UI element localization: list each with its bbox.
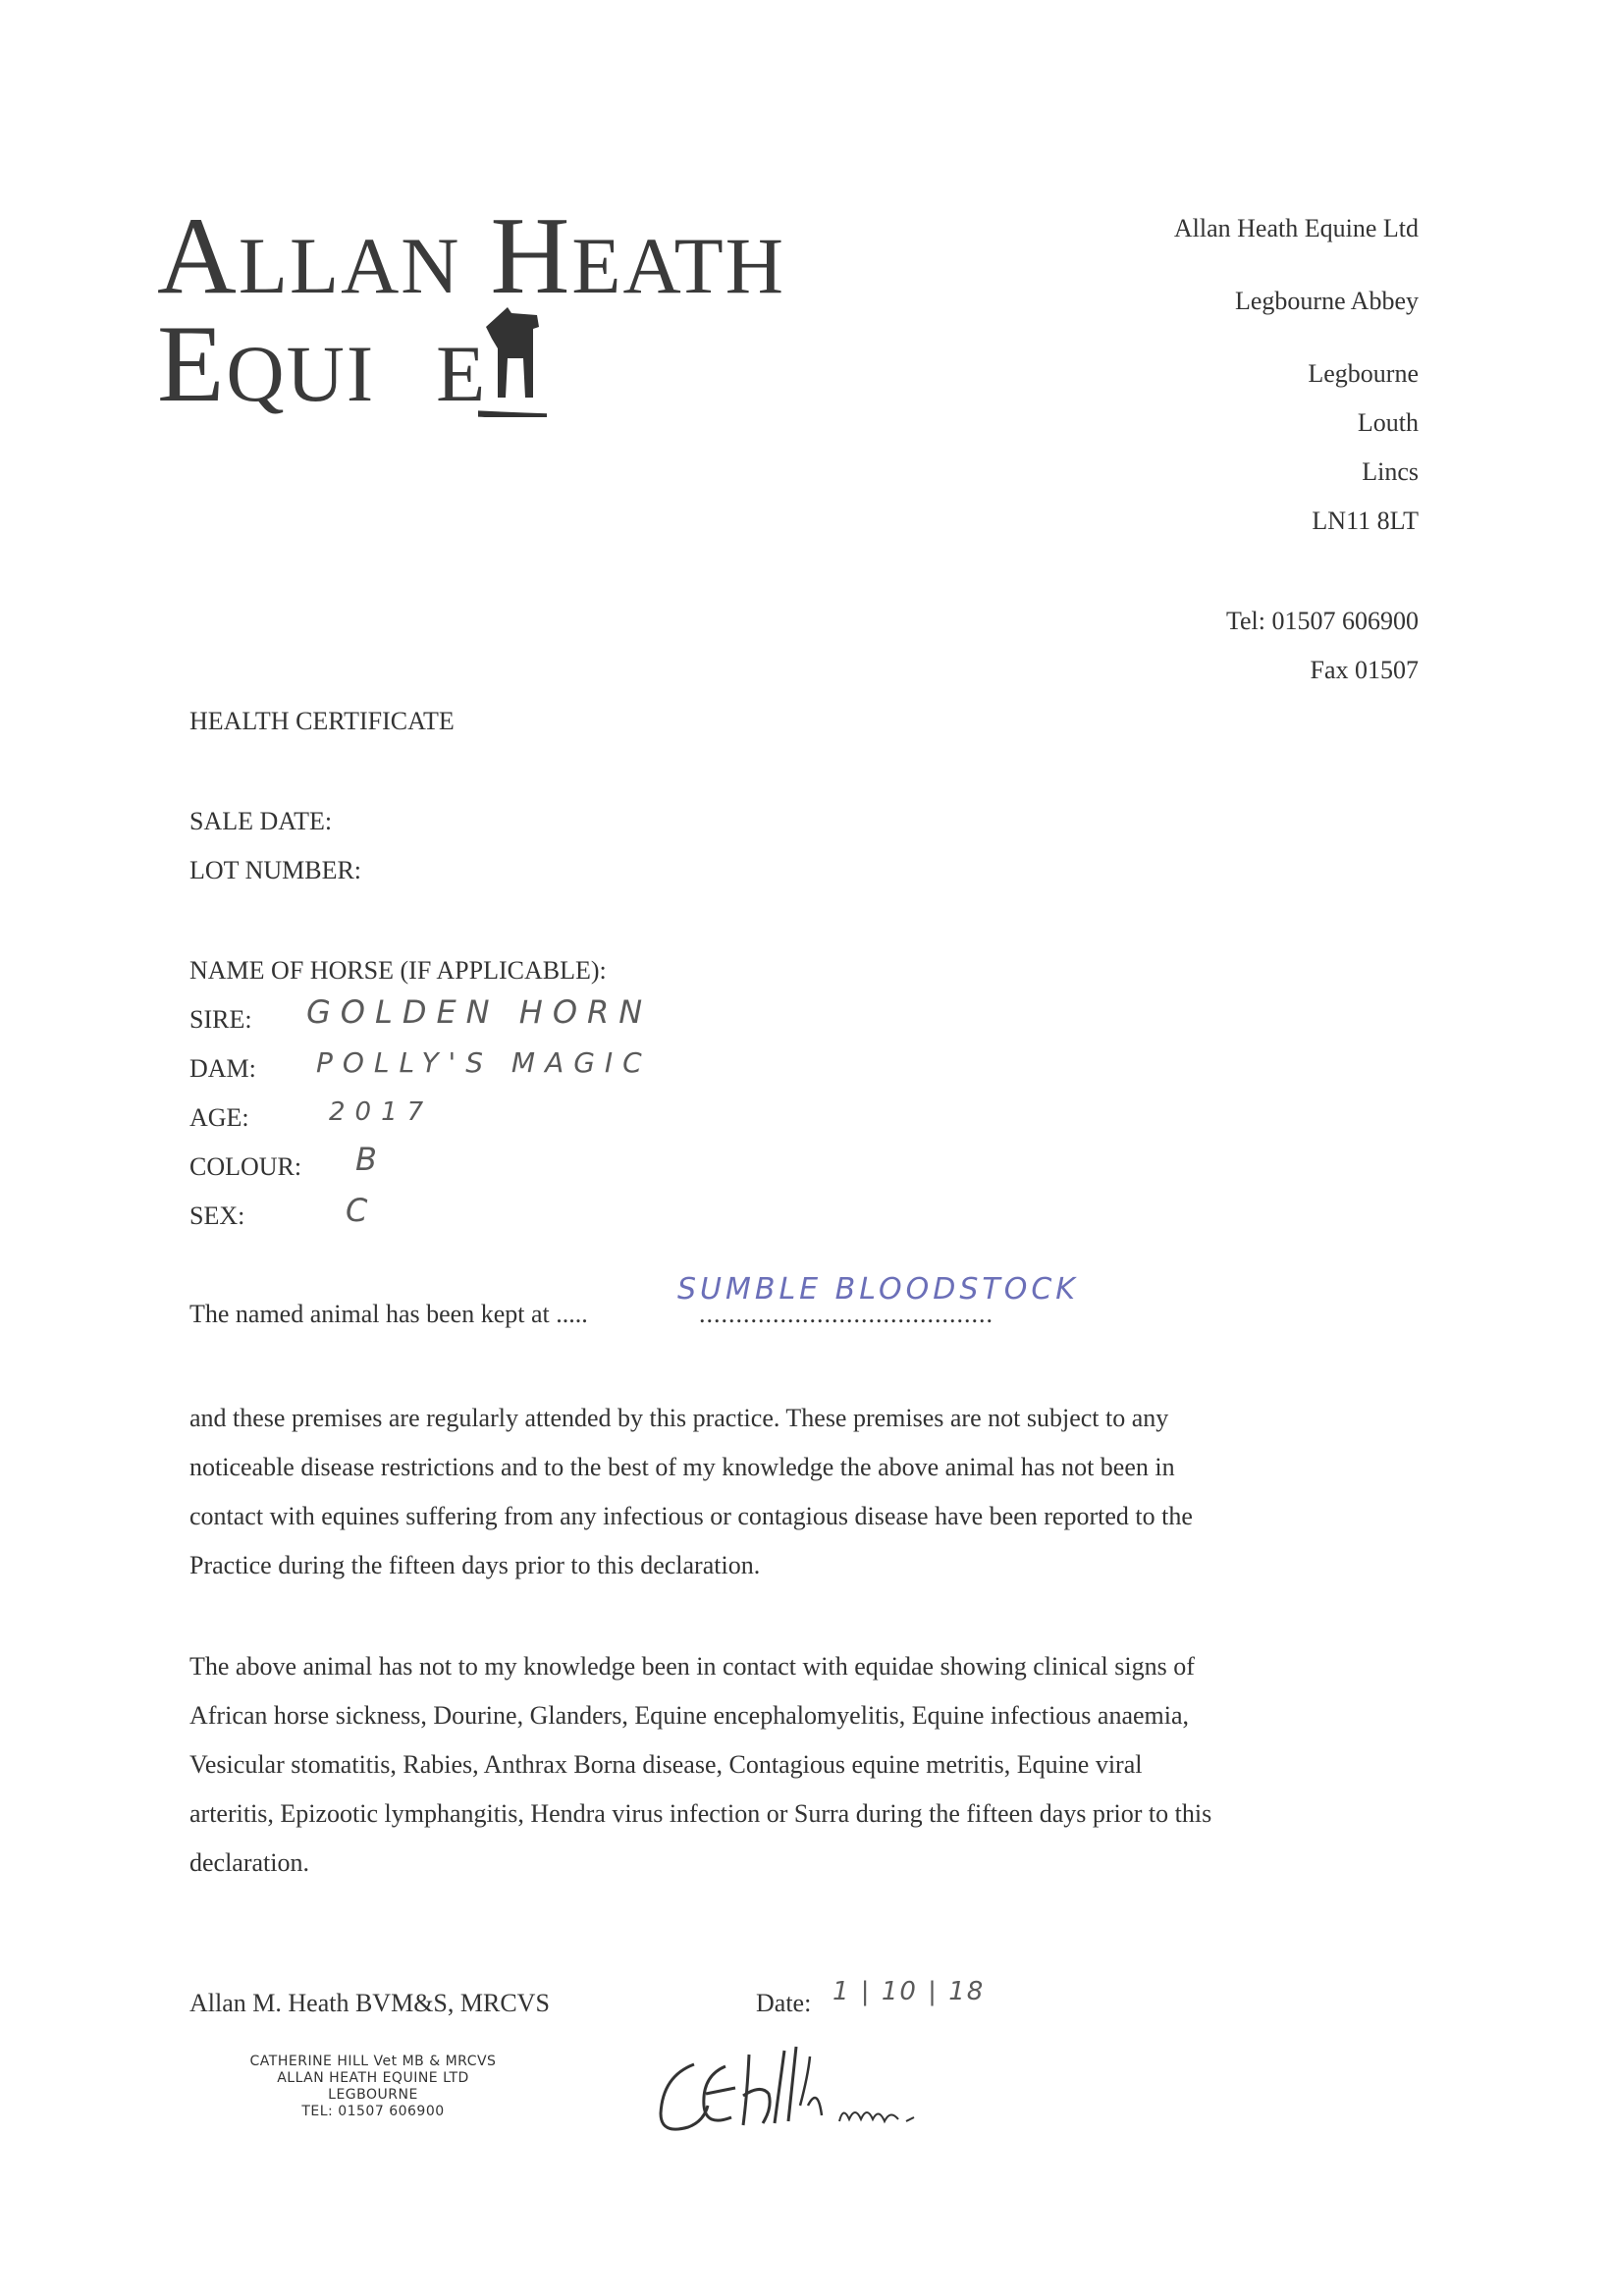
stamp-line: ALLAN HEATH EQUINE LTD [277, 2070, 469, 2086]
paragraph-1-line: Practice during the fifteen days prior to this declaration. [189, 1551, 761, 1579]
age-value: 2017 [329, 1097, 434, 1127]
address-line-company: Allan Heath Equine Ltd [1173, 214, 1419, 242]
stamp-line: LEGBOURNE [328, 2087, 418, 2103]
paragraph-1-line: contact with equines suffering from any infectious or contagious disease have been reported to the [189, 1502, 1193, 1530]
sire-label: SIRE: [189, 1005, 252, 1034]
sex-value: C [346, 1192, 378, 1229]
name-of-horse-label: NAME OF HORSE (IF APPLICABLE): [189, 956, 607, 985]
handwritten-signature [653, 2037, 967, 2145]
dam-value: POLLY'S MAGIC [316, 1046, 652, 1079]
date-value: 1 | 10 | 18 [832, 1977, 986, 2006]
practice-stamp [196, 2054, 550, 2120]
lot-number-label: LOT NUMBER: [189, 856, 362, 884]
stamp-line: CATHERINE HILL Vet MB & MRCVS [249, 2054, 497, 2069]
document-title: HEALTH CERTIFICATE [189, 707, 455, 735]
address-line-abbey: Legbourne Abbey [1234, 287, 1419, 315]
horse-logo-icon [478, 299, 547, 417]
sire-value: GOLDEN HORN [306, 993, 653, 1031]
paragraph-2-line: declaration. [189, 1848, 309, 1877]
address-line-village: Legbourne [1308, 359, 1419, 388]
address-line-town: Louth [1357, 408, 1419, 437]
colour-label: COLOUR: [189, 1152, 302, 1181]
paragraph-1-line: noticeable disease restrictions and to the best of my knowledge the above animal has not been in [189, 1453, 1175, 1481]
paragraph-2-line: African horse sickness, Dourine, Glanders, Equine encephalomyelitis, Equine infectious anaemia, [189, 1701, 1190, 1730]
paragraph-1-line: and these premises are regularly attended by this practice. These premises are not subject to any [189, 1404, 1169, 1432]
kept-at-value: SUMBLE BLOODSTOCK [677, 1272, 1079, 1307]
date-label: Date: [756, 1989, 812, 2017]
address-line-postcode: LN11 8LT [1312, 507, 1419, 535]
dam-label: DAM: [189, 1054, 256, 1083]
sale-date-label: SALE DATE: [189, 807, 333, 835]
paragraph-2-line: Vesicular stomatitis, Rabies, Anthrax Borna disease, Contagious equine metritis, Equine viral [189, 1750, 1143, 1779]
declaration-paragraph-1 [189, 1394, 1436, 1590]
signatory-name: Allan M. Heath BVM&S, MRCVS [189, 1989, 550, 2017]
logo-line-2: EQUI E [157, 303, 488, 425]
stamp-line: TEL: 01507 606900 [301, 2104, 445, 2119]
fax-number: Fax 01507 [1310, 656, 1419, 684]
telephone-number: Tel: 01507 606900 [1225, 607, 1419, 635]
kept-at-dots: ........................................ [699, 1300, 993, 1328]
paragraph-2-line: arteritis, Epizootic lymphangitis, Hendra virus infection or Surra during the fifteen days prior to this [189, 1799, 1212, 1828]
logo-line-1: ALLAN HEATH [157, 195, 785, 317]
age-label: AGE: [189, 1103, 249, 1132]
sex-label: SEX: [189, 1201, 245, 1230]
address-line-county: Lincs [1362, 457, 1419, 486]
declaration-paragraph-2 [189, 1642, 1436, 1888]
kept-at-prefix: The named animal has been kept at ..... [189, 1300, 588, 1328]
colour-value: B [355, 1141, 387, 1178]
paragraph-2-line: The above animal has not to my knowledge been in contact with equidae showing clinical signs of [189, 1652, 1195, 1681]
company-logo [157, 195, 864, 425]
